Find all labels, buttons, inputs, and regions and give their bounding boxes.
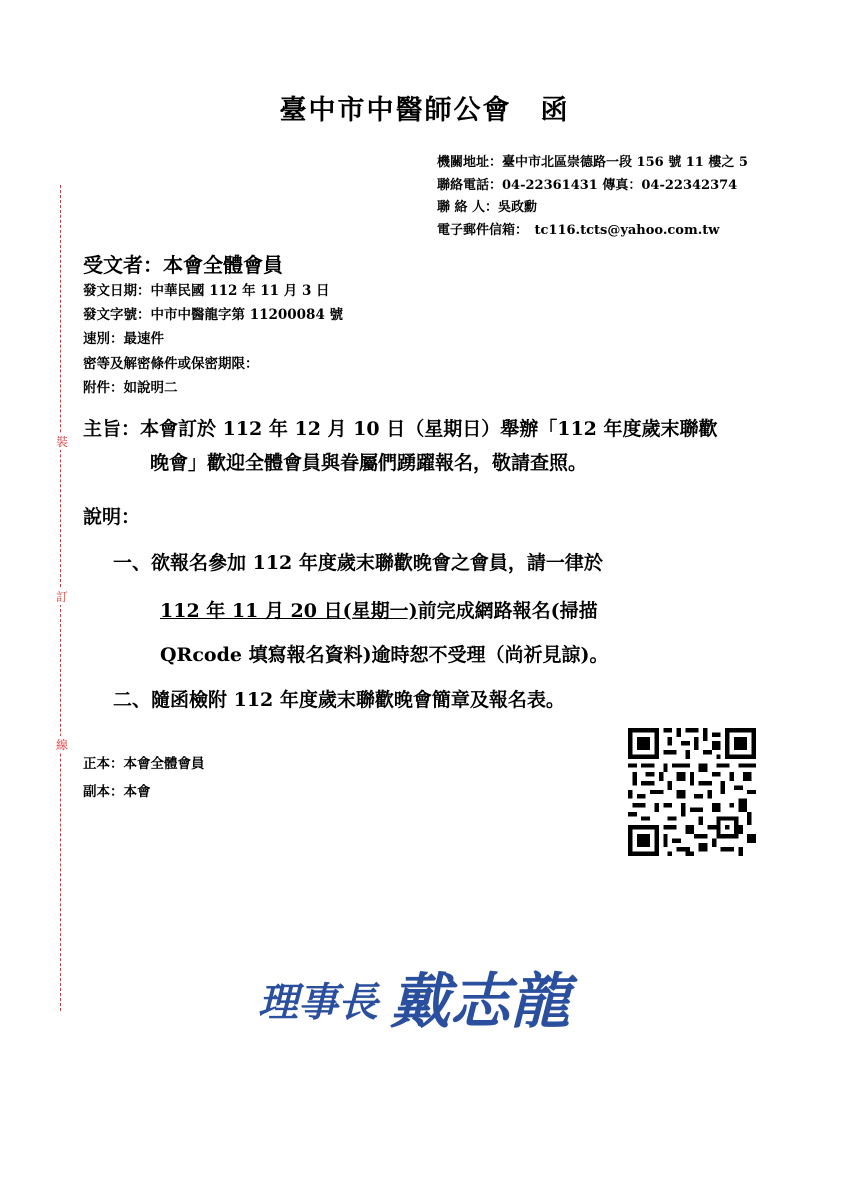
agency-address: 機關地址：臺中市北區崇德路一段 156 號 11 樓之 5	[437, 155, 748, 170]
description-label: 說明：	[83, 506, 141, 528]
subject	[83, 412, 788, 480]
svg-text:戴志龍: 戴志龍	[390, 967, 570, 1037]
deadline-date: 112 年 11 月 20 日(星期一)	[160, 600, 418, 622]
contact-person: 聯 絡 人：吳政勳	[437, 200, 538, 215]
binding-mark-zhuang: 裝	[55, 435, 68, 449]
svg-text:理事長: 理事長	[258, 979, 378, 1026]
description-item-1-line-3: QRcode 填寫報名資料)逾時恕不受理（尚祈見諒)。	[160, 644, 609, 666]
chairman-signature	[250, 960, 630, 1040]
document-title: 臺中市中醫師公會 函	[279, 95, 570, 126]
document-meta	[83, 279, 343, 400]
delivery-speed: 速別：最速件	[83, 331, 164, 348]
header-info	[437, 152, 748, 242]
subject-line-2: 晚會」歡迎全體會員與眷屬們踴躍報名，敬請查照。	[150, 452, 588, 474]
attachment: 附件：如說明二	[83, 379, 178, 396]
document-number: 發文字號：中市中醫龍字第 11200084 號	[83, 307, 344, 324]
binding-mark-ding: 訂	[55, 590, 68, 604]
qr-code-image	[628, 728, 756, 856]
description-item-1-line-1: 一、欲報名參加 112 年度歲末聯歡晚會之會員，請一律於	[113, 552, 603, 574]
primary-recipient: 正本：本會全體會員	[83, 756, 205, 772]
deadline-rest: 前完成網路報名(掃描	[417, 600, 598, 622]
distribution	[83, 750, 205, 806]
subject-line-1: 主旨：本會訂於 112 年 12 月 10 日（星期日）舉辦「112 年度歲末聯歡	[83, 418, 718, 440]
description-item-1-line-2	[160, 596, 598, 623]
contact-email: 電子郵件信箱： tc116.tcts@yahoo.com.tw	[437, 222, 720, 238]
description-item-2: 二、隨函檢附 112 年度歲末聯歡晚會簡章及報名表。	[113, 689, 565, 711]
copy-recipient: 副本：本會	[83, 784, 151, 800]
contact-phone-fax: 聯絡電話：04-22361431 傳真：04-22342374	[437, 177, 738, 193]
issue-date: 發文日期：中華民國 112 年 11 月 3 日	[83, 283, 330, 299]
secrecy-level: 密等及解密條件或保密期限：	[83, 355, 259, 372]
binding-mark-xian: 線	[55, 738, 68, 752]
recipient: 受文者：本會全體會員	[83, 253, 283, 277]
